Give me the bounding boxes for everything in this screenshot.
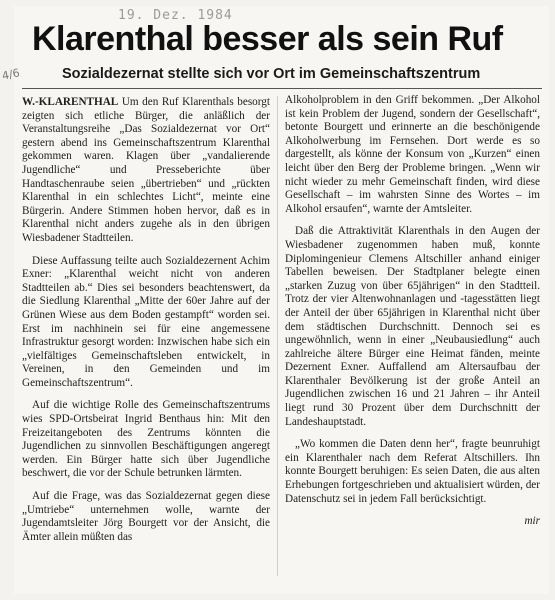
article-paragraph: Auf die wichtige Rolle des Gemeinschaftszentrums wies SPD-Ortsbeirat Ingrid Benthaus hin: Mit den Freizeitangeboten des Zentrums könnten die Jugendlichen zu sinnvollen Beschäftigungen angeregt werden. Ein Bürger hatte sich über Jugendliche beschwert, die vor der Schule betrunken lärmten. xyxy=(22,399,270,480)
article-column-left xyxy=(22,96,270,544)
article-paragraph: Auf die Frage, was das Sozialdezernat gegen diese „Umtriebe“ unternehmen wolle, warnte der Jugendamtsleiter Jörg Bourgett vor der Ansicht, die Ämter allein müßten das xyxy=(22,490,270,543)
headline: Klarenthal besser als sein Ruf xyxy=(32,20,503,58)
header-rule xyxy=(22,88,542,89)
article-paragraph: Diese Auffassung teilte auch Sozialdezernent Achim Exner: „Klarenthal weicht nicht von anderen Stadtteilen ab.“ Dies sei besonders beachtenswert, da die Siedlung Klarenthal „Mitte der 60er Jahre auf der Grünen Wiese aus dem Boden gestampft“ worden sei. Erst im nachhinein sei für eine angemessene Infrastruktur gesorgt worden: Inzwischen habe sich ein „vielfältiges Gemeinschaftsleben entwickelt, in Vereinen, in den Gemeinden und im Gemeinschaftszentrum“. xyxy=(22,254,270,389)
date-stamp: 19. Dez. 1984 xyxy=(118,8,233,23)
dateline: W.-KLARENTHAL xyxy=(22,96,119,108)
subheadline: Sozialdezernat stellte sich vor Ort im Gemeinschaftszentrum xyxy=(62,66,481,82)
article-paragraph: Daß die Attraktivität Klarenthals in den Augen der Wiesbadener zugenommen haben muß, konnte Diplomingenieur Clemens Altschiller anhand einiger Tabellen beweisen. Der Stadtplaner belegte einen „starken Zuzug von über 65jährigen“ in den Stadtteil. Trotz der vier Altenwohnanlagen und -tagesstätten liegt der Anteil der über 65jährigen in Klarenthal nicht über dem städtischen Durchschnitt. Dennoch sei es ungewöhnlich, wenn in einer „Neubausiedlung“ auch zahlreiche ältere Bürger eine Heimat fänden, meinte Dezernent Exner. Auffallend am Altersaufbau der Klarenthaler Bevölkerung ist der große Anteil an Jugendlichen zwischen 16 und 21 Jahren – ihr Anteil liegt rund 30 Prozent über dem Durchschnitt der Landeshauptstadt. xyxy=(285,225,540,428)
paragraph-text: Um den Ruf Klarenthals besorgt zeigten sich etliche Bürger, die anläßlich der Veranstaltungsreihe „Das Sozialdezernat vor Ort“ gestern abend ins Gemeinschaftszentrum Klarenthal gekommen waren. Klagen über „vandalierende Jugendliche“ und Presseberichte über Handtaschenraube seien „übertrieben“ und „rückten Klarenthal in ein schlechtes Licht“, meinte eine Bürgerin. Andere Stimmen hoben hervor, daß es in Klarenthal nicht anders zugehe als in den übrigen Wiesbadener Stadtteilen. xyxy=(22,96,271,244)
article-paragraph: Alkoholproblem in den Griff bekommen. „Der Alkohol ist kein Problem der Jugend, sondern der Gesellschaft“, betonte Bourgett und erinnerte an die beschönigende Alkoholwerbung im Fernsehen. Dort werde es so dargestellt, als könne der Konsum von „Kurzen“ einen leicht über den Berg der Probleme bringen. „Wenn wir nicht wieder zu mehr Gemeinschaft finden, wird diese Gesellschaft – im wahrsten Sinne des Wortes – im Alkohol ersaufen“, warnte der Amtsleiter. xyxy=(285,94,540,215)
article-paragraph: „Wo kommen die Daten denn her“, fragte beunruhigt ein Klarenthaler nach dem Referat Altschillers. Ihn konnte Bourgett beruhigen: Es seien Daten, die aus alten Erhebungen fortgeschrieben und aktualisiert würden, der Datenschutz sei in jedem Fall berücksichtigt. xyxy=(285,438,540,505)
column-divider xyxy=(277,96,278,576)
author-initials: mir xyxy=(524,515,540,528)
handwritten-margin-note: 4/6 xyxy=(0,66,21,83)
article-paragraph xyxy=(22,96,270,246)
article-column-right xyxy=(285,94,540,529)
